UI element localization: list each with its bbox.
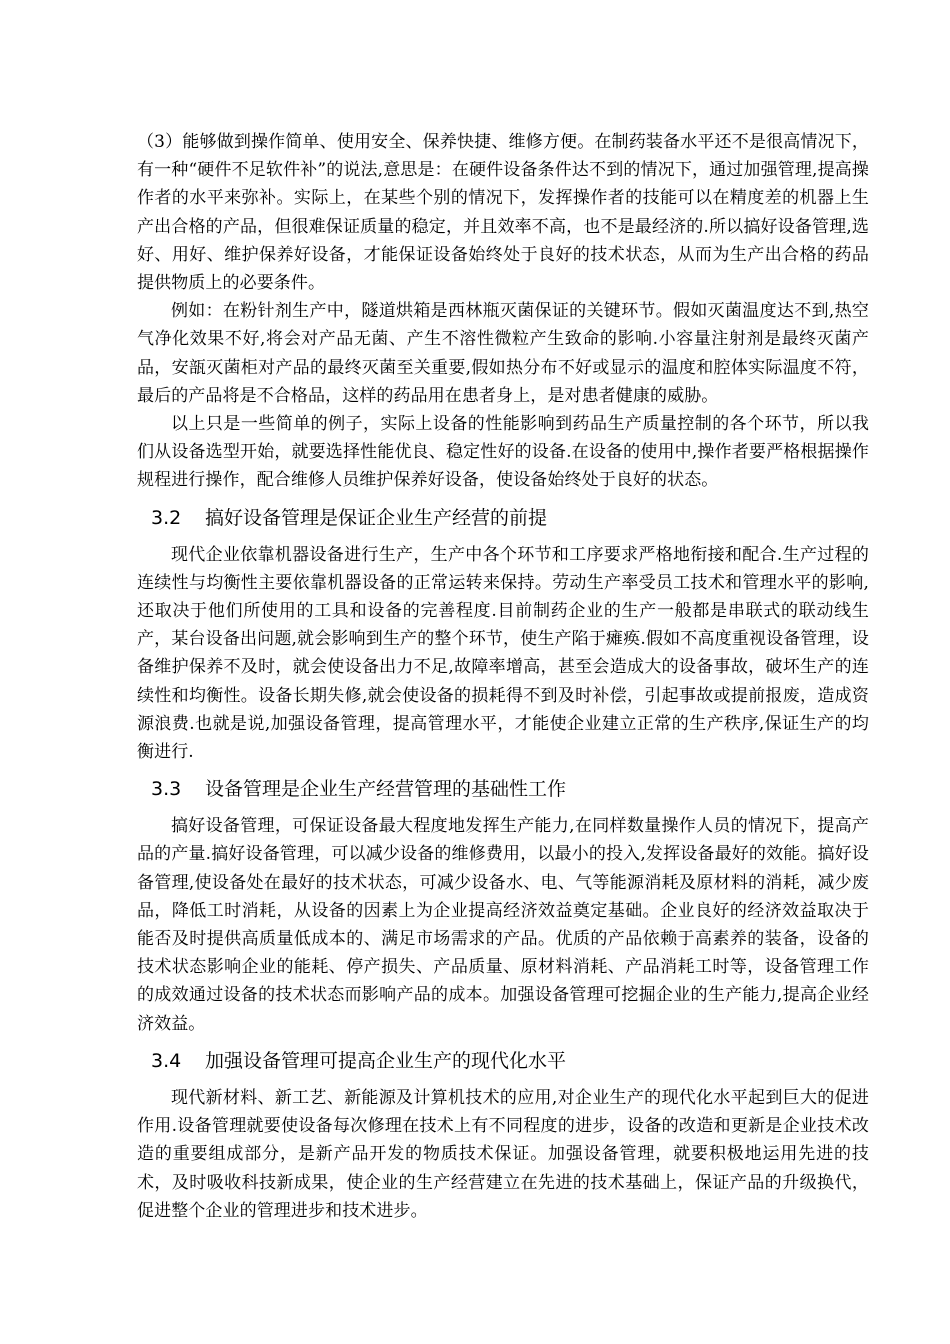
paragraph-example-sterilization: 例如：在粉针剂生产中，隧道烘箱是西林瓶灭菌保证的关键环节。假如灭菌温度达不到,热空气净化效果不好,将会对产品无菌、产生不溶性微粒产生致命的影响.小容量注射剂是最终灭菌产品，安瓿灭菌柜对产品的最终灭菌至关重要,假如热分布不好或显示的温度和腔体实际温度不符，最后的产品将是不合格品，这样的药品用在患者身上，是对患者健康的威胁。	[137, 301, 869, 406]
section-heading-3-3	[137, 772, 869, 806]
paragraph-production-continuity: 现代企业依靠机器设备进行生产，生产中各个环节和工序要求严格地衔接和配合.生产过程的连续性与均衡性主要依靠机器设备的正常运转来保持。劳动生产率受员工技术和管理水平的影响,还取决于他们所使用的工具和设备的完善程度.目前制药企业的生产一般都是串联式的联动线生产，某台设备出问题,就会影响到生产的整个环节，使生产陷于瘫痪.假如不高度重视设备管理，设备维护保养不及时，就会使设备出力不足,故障率增高，甚至会造成大的设备事故，破坏生产的连续性和均衡性。设备长期失修,就会使设备的损耗得不到及时补偿，引起事故或提前报废，造成资源浪费.也就是说,加强设备管理，提高管理水平，才能使企业建立正常的生产秩序,保证生产的均衡进行.	[137, 544, 869, 763]
section-title: 搞好设备管理是保证企业生产经营的前提	[205, 506, 548, 529]
section-heading-3-4	[137, 1044, 869, 1078]
section-title: 设备管理是企业生产经营管理的基础性工作	[205, 778, 567, 801]
section-title: 加强设备管理可提高企业生产的现代化水平	[205, 1049, 567, 1072]
paragraph-equipment-requirement: （3）能够做到操作简单、使用安全、保养快捷、维修方便。在制药装备水平还不是很高情况下，有一种“硬件不足软件补”的说法,意思是：在硬件设备条件达不到的情况下，通过加强管理,提高操作者的水平来弥补。实际上，在某些个别的情况下，发挥操作者的技能可以在精度差的机器上生产出合格的产品，但很难保证质量的稳定，并且效率不高，也不是最经济的.所以搞好设备管理,选好、用好、维护保养好设备，才能保证设备始终处于良好的技术状态，从而为生产出合格的药品提供物质上的必要条件。	[137, 132, 869, 294]
document-page	[137, 128, 869, 1225]
paragraph-economic-benefit: 搞好设备管理，可保证设备最大程度地发挥生产能力,在同样数量操作人员的情况下，提高产品的产量.搞好设备管理，可以减少设备的维修费用，以最小的投入,发挥设备最好的效能。搞好设备管理,使设备处在最好的技术状态，可减少设备水、电、气等能源消耗及原材料的消耗，减少废品，降低工时消耗，从设备的因素上为企业提高经济效益奠定基础。企业良好的经济效益取决于能否及时提供高质量低成本的、满足市场需求的产品。优质的产品依赖于高素养的装备，设备的技术状态影响企业的能耗、停产损失、产品质量、原材料消耗、产品消耗工时等，设备管理工作的成效通过设备的技术状态而影响产品的成本。加强设备管理可挖掘企业的生产能力,提高企业经济效益。	[137, 816, 869, 1034]
section-number: 3.4	[151, 1049, 182, 1072]
paragraph-equipment-selection: 以上只是一些简单的例子，实际上设备的性能影响到药品生产质量控制的各个环节，所以我们从设备选型开始，就要选择性能优良、稳定性好的设备.在设备的使用中,操作者要严格根据操作规程进行操作，配合维修人员维护保养好设备，使设备始终处于良好的状态。	[137, 414, 869, 491]
section-heading-3-2	[137, 501, 869, 535]
section-number: 3.2	[151, 506, 182, 529]
paragraph-modernization: 现代新材料、新工艺、新能源及计算机技术的应用,对企业生产的现代化水平起到巨大的促进作用.设备管理就要使设备每次修理在技术上有不同程度的进步，设备的改造和更新是企业技术改造的重要组成部分，是新产品开发的物质技术保证。加强设备管理，就要积极地运用先进的技术，及时吸收科技新成果，使企业的生产经营建立在先进的技术基础上，保证产品的升级换代，促进整个企业的管理进步和技术进步。	[137, 1087, 869, 1221]
section-number: 3.3	[151, 778, 182, 801]
